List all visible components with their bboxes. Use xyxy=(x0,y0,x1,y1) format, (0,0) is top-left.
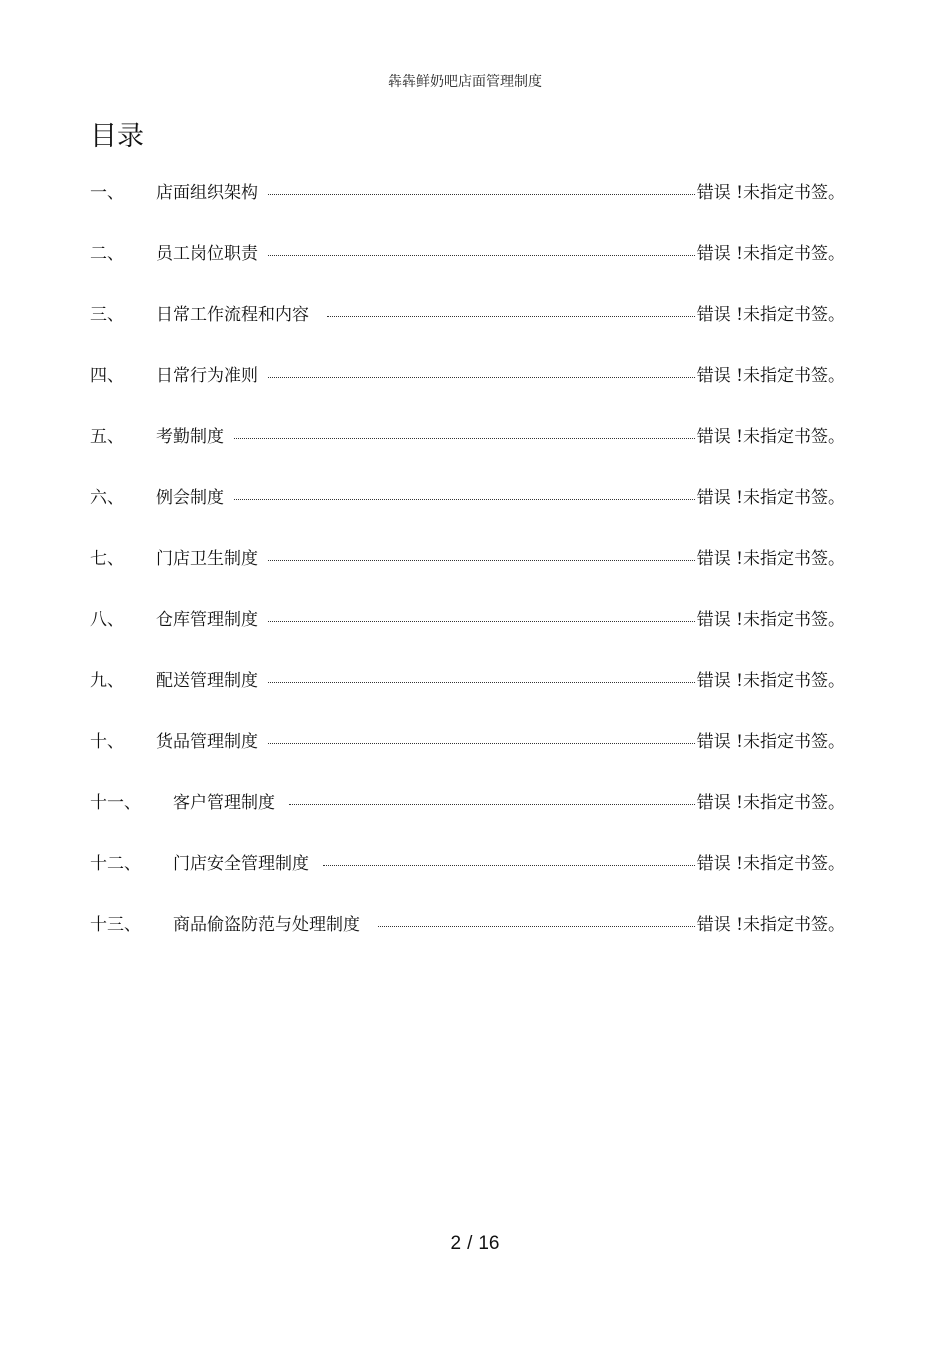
toc-entry-page-ref: 错误 !未指定书签。 xyxy=(696,732,845,752)
toc-dot-leader xyxy=(268,560,695,561)
toc-entry-number: 十三、 xyxy=(90,915,141,935)
toc-title: 目录 xyxy=(90,121,144,152)
toc-dot-leader xyxy=(327,316,695,317)
toc-entry-title: 客户管理制度 xyxy=(173,793,275,813)
toc-dot-leader xyxy=(268,682,695,683)
toc-entry-title: 考勤制度 xyxy=(156,427,224,447)
toc-entry-number: 八、 xyxy=(90,610,124,630)
toc-entry-number: 三、 xyxy=(90,305,124,325)
toc-entry-page-ref: 错误 !未指定书签。 xyxy=(696,427,845,447)
toc-entry-title: 日常工作流程和内容 xyxy=(156,305,309,325)
toc-entry-number: 十、 xyxy=(90,732,124,752)
toc-entry-title: 门店卫生制度 xyxy=(156,549,258,569)
toc-dot-leader xyxy=(268,377,695,378)
toc-entry-page-ref: 错误 !未指定书签。 xyxy=(696,549,845,569)
toc-entry-page-ref: 错误 !未指定书签。 xyxy=(696,488,845,508)
toc-entry[interactable] xyxy=(90,544,845,605)
toc-entry-title: 日常行为准则 xyxy=(156,366,258,386)
toc-entry[interactable] xyxy=(90,361,845,422)
toc-entry-page-ref: 错误 !未指定书签。 xyxy=(696,183,845,203)
current-page-number: 2 xyxy=(450,1233,462,1254)
toc-entry-title: 货品管理制度 xyxy=(156,732,258,752)
toc-entry-page-ref: 错误 !未指定书签。 xyxy=(696,244,845,264)
toc-dot-leader xyxy=(289,804,695,805)
toc-entry-number: 十二、 xyxy=(90,854,141,874)
toc-entry[interactable] xyxy=(90,910,845,971)
toc-entry-page-ref: 错误 !未指定书签。 xyxy=(696,915,845,935)
toc-entry[interactable] xyxy=(90,605,845,666)
toc-entry[interactable] xyxy=(90,422,845,483)
toc-entry-title: 员工岗位职责 xyxy=(156,244,258,264)
toc-dot-leader xyxy=(268,621,695,622)
toc-entry[interactable] xyxy=(90,788,845,849)
toc-entry-title: 商品偷盗防范与处理制度 xyxy=(173,915,360,935)
toc-dot-leader xyxy=(268,194,695,195)
toc-dot-leader xyxy=(268,255,695,256)
toc-entry[interactable] xyxy=(90,239,845,300)
toc-entry-number: 九、 xyxy=(90,671,124,691)
toc-entry-page-ref: 错误 !未指定书签。 xyxy=(696,305,845,325)
toc-entry-title: 例会制度 xyxy=(156,488,224,508)
toc-dot-leader xyxy=(323,865,695,866)
toc-dot-leader xyxy=(378,926,695,927)
total-pages: 16 xyxy=(478,1233,500,1254)
page-number xyxy=(0,1233,950,1255)
toc-entry[interactable] xyxy=(90,178,845,239)
toc-entry-number: 五、 xyxy=(90,427,124,447)
running-header: 犇犇鲜奶吧店面管理制度 xyxy=(388,74,542,90)
toc-entry-number: 二、 xyxy=(90,244,124,264)
toc-entry-number: 四、 xyxy=(90,366,124,386)
toc-entry[interactable] xyxy=(90,849,845,910)
toc-dot-leader xyxy=(234,438,695,439)
toc-entry-page-ref: 错误 !未指定书签。 xyxy=(696,854,845,874)
toc-entry-page-ref: 错误 !未指定书签。 xyxy=(696,671,845,691)
toc-entry-number: 十一、 xyxy=(90,793,141,813)
toc-entry-title: 店面组织架构 xyxy=(156,183,258,203)
toc-entry-number: 一、 xyxy=(90,183,124,203)
toc-entry[interactable] xyxy=(90,666,845,727)
toc-entry-page-ref: 错误 !未指定书签。 xyxy=(696,610,845,630)
toc-entry-title: 配送管理制度 xyxy=(156,671,258,691)
toc-list xyxy=(90,178,845,971)
toc-entry[interactable] xyxy=(90,300,845,361)
toc-entry-title: 门店安全管理制度 xyxy=(173,854,309,874)
toc-entry[interactable] xyxy=(90,483,845,544)
toc-entry-title: 仓库管理制度 xyxy=(156,610,258,630)
toc-dot-leader xyxy=(234,499,695,500)
page-separator: / xyxy=(467,1233,473,1254)
toc-entry-page-ref: 错误 !未指定书签。 xyxy=(696,793,845,813)
toc-dot-leader xyxy=(268,743,695,744)
toc-entry[interactable] xyxy=(90,727,845,788)
toc-entry-number: 七、 xyxy=(90,549,124,569)
toc-entry-page-ref: 错误 !未指定书签。 xyxy=(696,366,845,386)
toc-entry-number: 六、 xyxy=(90,488,124,508)
